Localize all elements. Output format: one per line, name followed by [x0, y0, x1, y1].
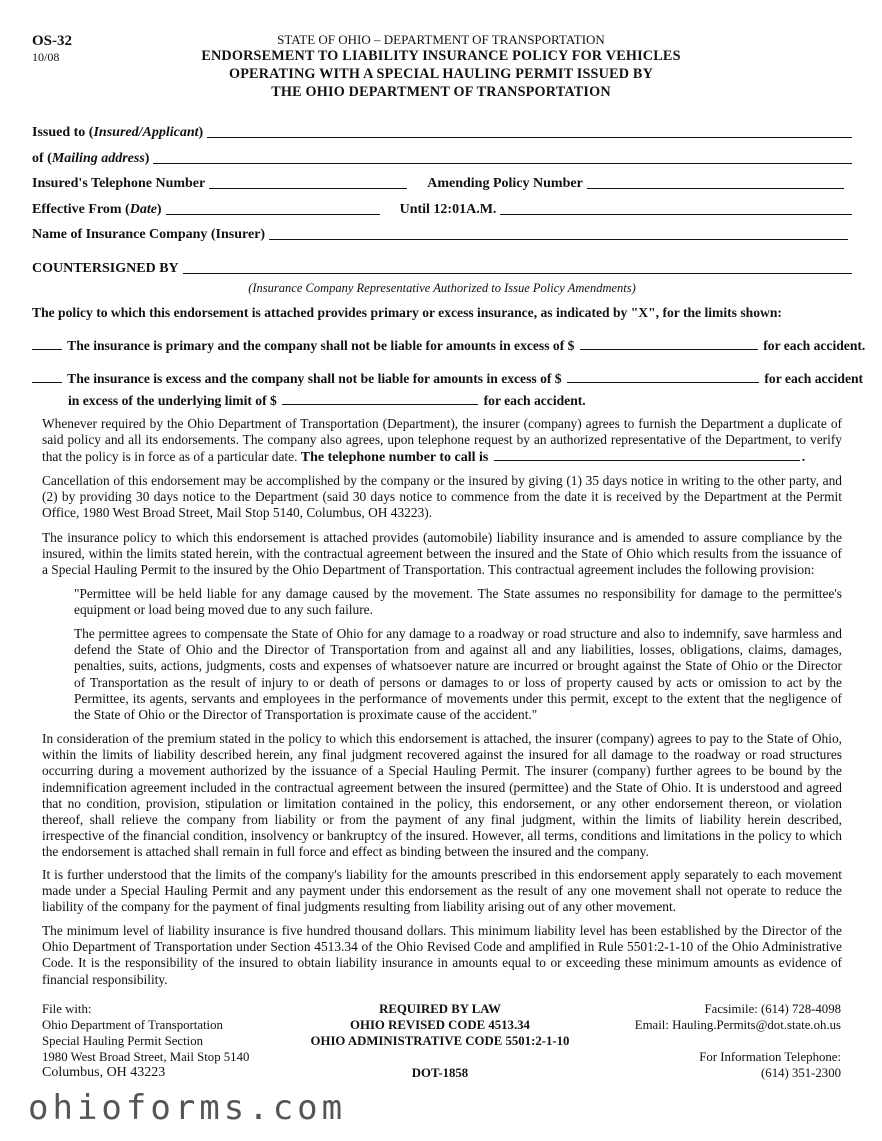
effective-from-field[interactable]	[166, 200, 380, 215]
telephone-call-field[interactable]	[494, 448, 800, 461]
info-telephone-label: For Information Telephone:	[699, 1050, 841, 1064]
countersigned-field[interactable]	[183, 259, 852, 274]
insurer-field[interactable]	[269, 225, 848, 240]
phone-field[interactable]	[209, 174, 407, 189]
until-field[interactable]	[500, 200, 852, 215]
phone-label: Insured's Telephone Number	[32, 176, 206, 191]
dot-form-number: DOT-1858	[411, 1066, 469, 1080]
file-with-block	[42, 1001, 249, 1081]
file-with-org: Ohio Department of Transportation	[42, 1018, 223, 1032]
underlying-row	[68, 392, 586, 409]
form-code-block	[32, 33, 72, 65]
state-line: STATE OF OHIO – DEPARTMENT OF TRANSPORTATION	[277, 32, 605, 47]
amending-policy-label: Amending Policy Number	[427, 176, 583, 191]
title-line-2: OPERATING WITH A SPECIAL HAULING PERMIT ISSUED BY	[228, 66, 654, 82]
issued-to-field[interactable]	[207, 123, 852, 138]
underlying-text: in excess of the underlying limit of $	[68, 393, 277, 408]
law-line-3: OHIO ADMINISTRATIVE CODE 5501:2-1-10	[310, 1034, 570, 1048]
paragraph-duplicate-policy: Whenever required by the Ohio Department of Transportation (Department), the insurer (company) agrees to furnish the Department a duplicate of said policy and all its endorsements. The company also agrees, upon telephone request by an authorized representative of the Department, to verify that the policy is in force as of a particular date. The telephone number to call is .	[42, 416, 842, 466]
paragraph-consideration: In consideration of the premium stated in the policy to which this endorsement is attached, the insurer (company) agrees to pay to the State of Ohio, within the limits of liability described herein, any final judgment recovered against the insured for all damage to the roadway or road structures occurring during a movement authorized by the issuance of a Special Hauling Permit. The insurer (company) further agrees to be bound by the indemnification agreement included in the contractual agreement between the insured (permittee) and the State of Ohio. It is understood and agreed that no condition, provision, stipulation or limitation contained in the policy, this endorsement, or any other endorsement thereon, or violation thereof, shall relieve the company from liability or from the payment of any final judgment, within the limits of liability herein described, irrespective of the financial condition, insolvency or bankruptcy of the insured. However, all terms, conditions and limitations in the policy to which the endorsement is attached shall remain in full force and effect as binding between the insured and the company.	[42, 731, 842, 860]
watermark: ohioforms.com	[28, 1088, 347, 1128]
excess-suffix: for each accident	[764, 371, 864, 386]
email-address: Email: Hauling.Permits@dot.state.oh.us	[634, 1018, 841, 1032]
primary-suffix: for each accident.	[763, 338, 866, 353]
form-date: 10/08	[32, 50, 60, 64]
paragraph-minimum-level: The minimum level of liability insurance is five hundred thousand dollars. This minimum liability level has been established by the Director of the Ohio Department of Transportation under Section 4513.34 of the Ohio Revised Code and amplified in Rule 5501:2-1-10 of the Ohio Administrative Code. It is the responsibility of the insured to obtain liability insurance in amounts equal to or exceeding these minimum amounts as evidence of financial responsibility.	[42, 923, 842, 987]
until-label: Until 12:01A.M.	[399, 202, 497, 217]
countersigned-label: COUNTERSIGNED BY	[32, 261, 179, 276]
law-line-1: REQUIRED BY LAW	[379, 1002, 501, 1016]
telephone-call-label: The telephone number to call is	[300, 450, 489, 466]
effective-from-label: Effective From (Date)	[32, 202, 162, 217]
insurer-row	[32, 223, 852, 243]
excess-text: The insurance is excess and the company shall not be liable for amounts in excess of $	[67, 371, 562, 386]
limits-intro: The policy to which this endorsement is attached provides primary or excess insurance, as indicated by "X", for the limits shown:	[32, 305, 782, 320]
fax-number: Facsimile: (614) 728-4098	[704, 1002, 841, 1016]
quote-indemnify: The permittee agrees to compensate the State of Ohio for any damage to a roadway or road structure and also to indemnify, save harmless and defend the State of Ohio and the Director of Transportation from and against all and any liabilities, losses, obligations, claims, damages, penalties, suits, actions, judgments, costs and expenses of whatsoever nature are incurred or brought against the State of Ohio or the Director of Transportation as the result of injury to or death of persons or damages to or loss of property caused by acts or omission to act by the Permittee, its agents, servants and employees in the performance of movements under this permit, except to the extent that the negligence of the State of Ohio or the Director of Transportation is proximate cause of the accident."	[74, 626, 842, 723]
form-code: OS-32	[32, 33, 73, 49]
info-telephone-number: (614) 351-2300	[761, 1066, 841, 1080]
quote-permittee-liability: "Permittee will be held liable for any damage caused by the movement. The State assumes no responsibility for damage to the permittee's equipment or load being moved due to any such failure.	[74, 586, 842, 618]
underlying-amount-field[interactable]	[282, 392, 478, 405]
file-with-street: 1980 West Broad Street, Mail Stop 5140	[42, 1050, 250, 1064]
effective-row	[32, 198, 852, 218]
insurer-label: Name of Insurance Company (Insurer)	[32, 227, 266, 242]
countersigned-row	[32, 257, 852, 277]
contact-block	[635, 1001, 841, 1081]
file-with-city: Columbus, OH 43223	[42, 1065, 166, 1080]
paragraph-limits-separately: It is further understood that the limits of the company's liability for the amounts prescribed in this endorsement apply separately to each movement made under a Special Hauling Permit and any payment under this endorsement as the result of any one movement shall not operate to reduce the liability of the company for the payment of final judgments resulting from liability arising out of any other movement.	[42, 867, 842, 915]
mailing-address-field[interactable]	[153, 149, 852, 164]
title-line-1: ENDORSEMENT TO LIABILITY INSURANCE POLICY FOR VEHICLES	[201, 48, 681, 64]
paragraph-insurance-policy: The insurance policy to which this endorsement is attached provides (automobile) liability insurance and is amended to assure compliance by the insured, within the limits stated herein, with the contractual agreement between the insured and the State of Ohio which results from the issuance of a Special Hauling Permit to the insured by the Ohio Department of Transportation. This contractual agreement includes the following provision:	[42, 530, 842, 578]
title-line-3: THE OHIO DEPARTMENT OF TRANSPORTATION	[271, 84, 611, 100]
file-with-label: File with:	[42, 1002, 92, 1016]
mailing-address-label: of (Mailing address)	[32, 151, 150, 166]
excess-amount-field[interactable]	[567, 370, 759, 383]
excess-check-field[interactable]	[32, 370, 62, 383]
mailing-address-row	[32, 147, 852, 167]
phone-amending-row	[32, 172, 852, 192]
issued-to-row	[32, 121, 852, 141]
file-with-section: Special Hauling Permit Section	[42, 1034, 203, 1048]
paragraph-cancellation: Cancellation of this endorsement may be accomplished by the company or the insured by giving (1) 35 days notice in writing to the other party, and (2) by providing 30 days notice to the Department (said 30 days notice to commence from the date it is received by the Department at the Permit Office, 1980 West Broad Street, Mail Stop 5140, Columbus, OH 43223).	[42, 473, 842, 521]
primary-check-field[interactable]	[32, 337, 62, 350]
countersigned-note: (Insurance Company Representative Authorized to Issue Policy Amendments)	[248, 281, 636, 295]
primary-text: The insurance is primary and the company shall not be liable for amounts in excess of $	[67, 338, 575, 353]
issued-to-label: Issued to (Insured/Applicant)	[32, 125, 204, 140]
excess-row	[32, 370, 863, 387]
law-line-2: OHIO REVISED CODE 4513.34	[350, 1018, 530, 1032]
required-by-law-block	[290, 1001, 590, 1081]
primary-amount-field[interactable]	[580, 337, 758, 350]
amending-policy-field[interactable]	[587, 174, 844, 189]
primary-row	[32, 337, 865, 354]
underlying-suffix: for each accident.	[483, 393, 586, 408]
document-header	[150, 32, 732, 101]
